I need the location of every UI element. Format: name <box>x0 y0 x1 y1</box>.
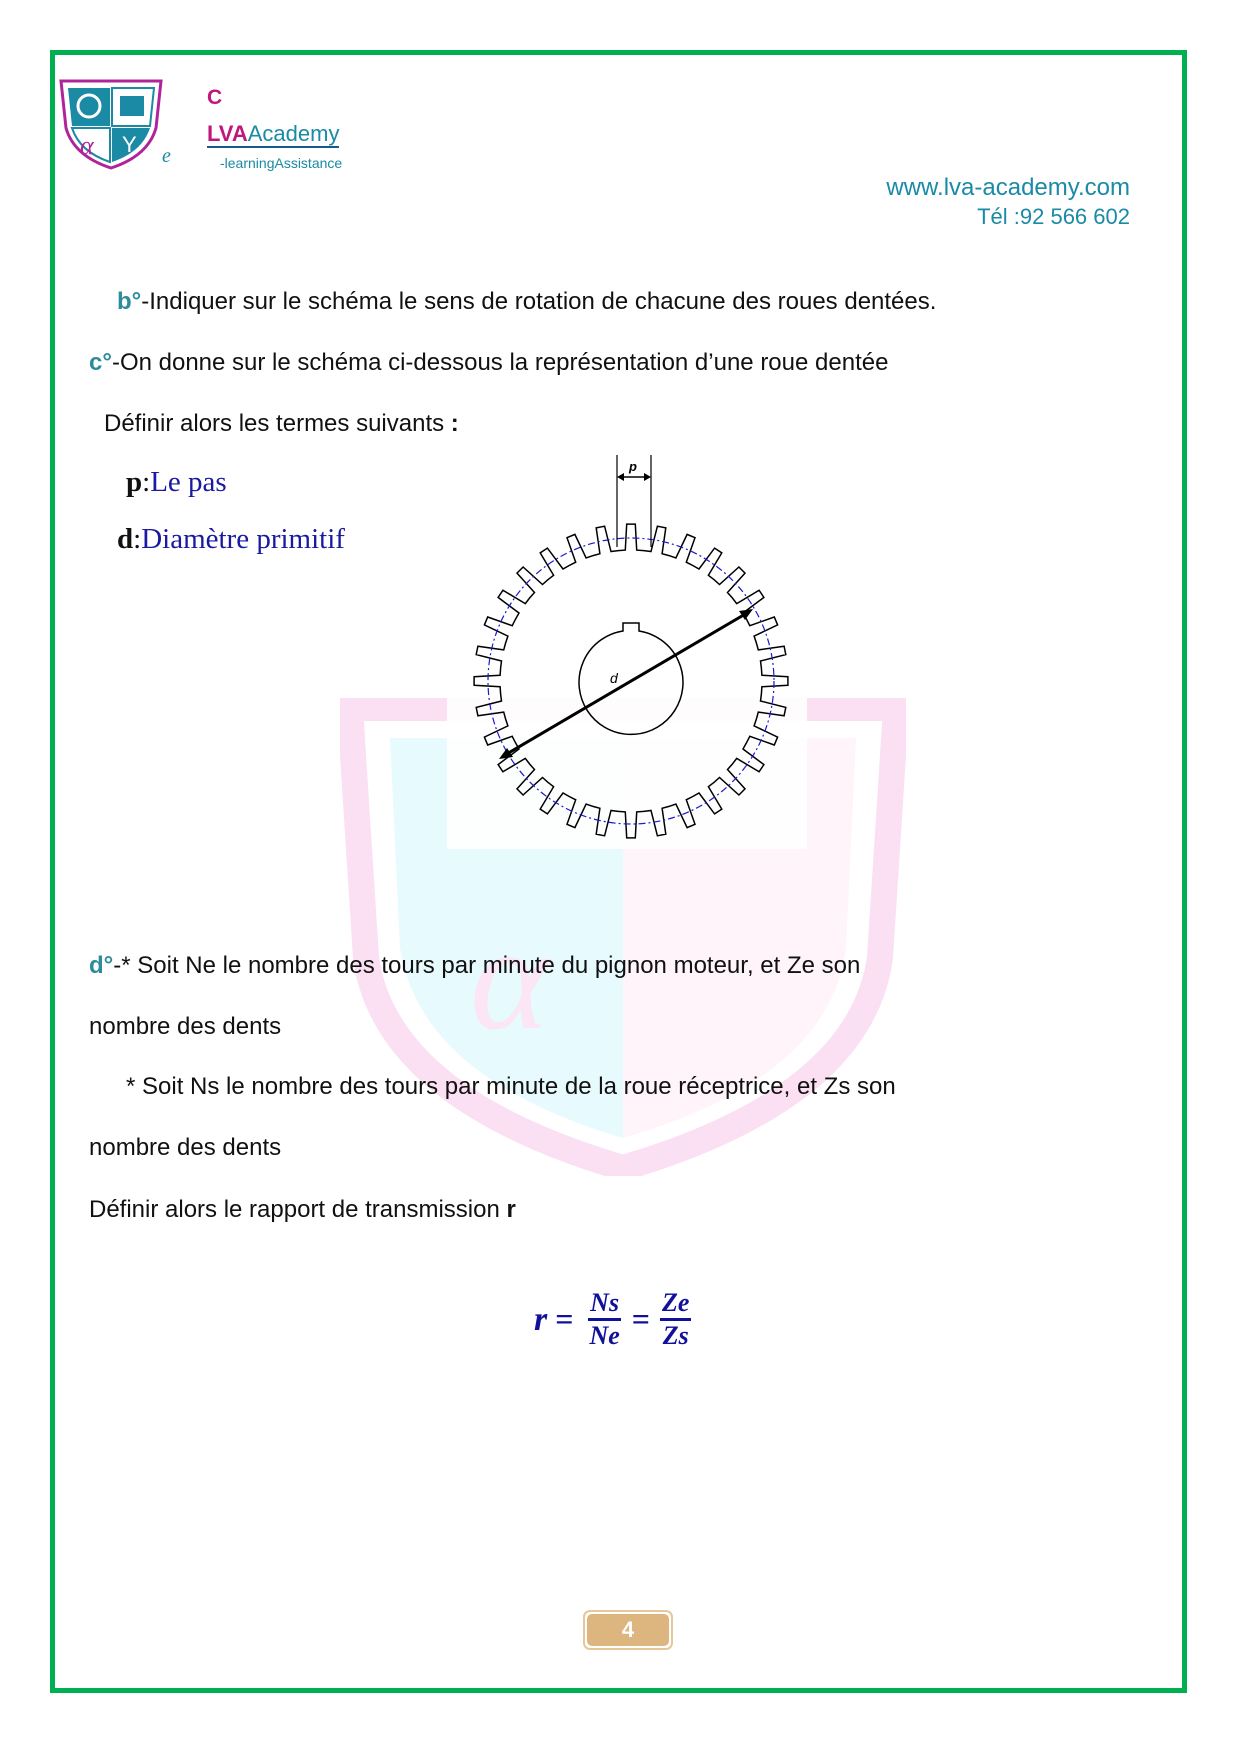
page-number: 4 <box>587 1614 669 1646</box>
gear-diagram <box>447 455 807 850</box>
svg-text:α: α <box>470 895 549 1061</box>
question-d-text1: -* Soit Ne le nombre des tours par minute du pignon moteur, et Ze son <box>113 952 861 979</box>
fraction-ns-ne <box>587 1288 621 1351</box>
question-b-text: -Indiquer sur le schéma le sens de rotation de chacune des roues dentées. <box>141 288 937 315</box>
numerator: Ze <box>660 1288 691 1321</box>
lva-shield-logo <box>58 78 164 170</box>
define-text: Définir alors les termes suivants <box>104 410 451 437</box>
define-colon: : <box>450 410 459 437</box>
logo-tagline: -learningAssistance <box>220 155 343 171</box>
term-key: p <box>126 466 143 498</box>
question-d-label: d° <box>89 952 114 979</box>
numerator: Ns <box>588 1288 621 1321</box>
formula-r: r <box>534 1300 548 1338</box>
term-sep: : <box>142 466 151 498</box>
define-ratio-text: Définir alors le rapport de transmission <box>89 1196 507 1223</box>
question-c-text: -On donne sur le schéma ci-dessous la représentation d’une roue dentée <box>111 349 889 376</box>
ratio-symbol: r <box>506 1196 516 1223</box>
question-b-label: b° <box>117 288 142 315</box>
denominator: Zs <box>662 1321 689 1350</box>
logo-letter-c: C <box>207 86 223 109</box>
logo-wordmark <box>207 122 339 148</box>
formula-equals: = <box>631 1301 651 1337</box>
question-d-text2: nombre des dents <box>89 1013 282 1040</box>
term-p <box>126 466 227 499</box>
question-d-text4: nombre des dents <box>89 1134 282 1161</box>
term-value: Diamètre primitif <box>141 523 345 555</box>
question-c <box>89 348 888 378</box>
term-sep: : <box>133 523 142 555</box>
fraction-ze-zs <box>660 1288 691 1351</box>
question-d-define <box>89 1195 516 1225</box>
formula-equals: = <box>555 1301 574 1337</box>
pitch-label: p <box>629 459 637 474</box>
question-d <box>89 951 860 981</box>
transmission-ratio-formula <box>534 1288 697 1351</box>
page-number-badge <box>583 1610 673 1650</box>
phone-number: Tél :92 566 602 <box>977 204 1130 229</box>
term-key: d <box>117 523 134 555</box>
diameter-label: d <box>610 670 618 686</box>
term-value: Le pas <box>150 466 227 498</box>
question-c-define <box>104 409 459 439</box>
logo-e: e <box>162 145 171 167</box>
denominator: Ne <box>589 1321 620 1350</box>
logo-academy: Academy <box>247 121 340 146</box>
website-link[interactable]: www.lva-academy.com <box>886 174 1130 201</box>
question-d-text3: * Soit Ns le nombre des tours par minute de la roue réceptrice, et Zs son <box>126 1073 896 1100</box>
logo-lva: LVA <box>207 121 248 146</box>
term-d <box>117 523 345 556</box>
svg-text:Y: Y <box>122 132 137 157</box>
question-c-label: c° <box>89 349 112 376</box>
question-b <box>117 287 936 317</box>
svg-text:α: α <box>80 131 94 160</box>
